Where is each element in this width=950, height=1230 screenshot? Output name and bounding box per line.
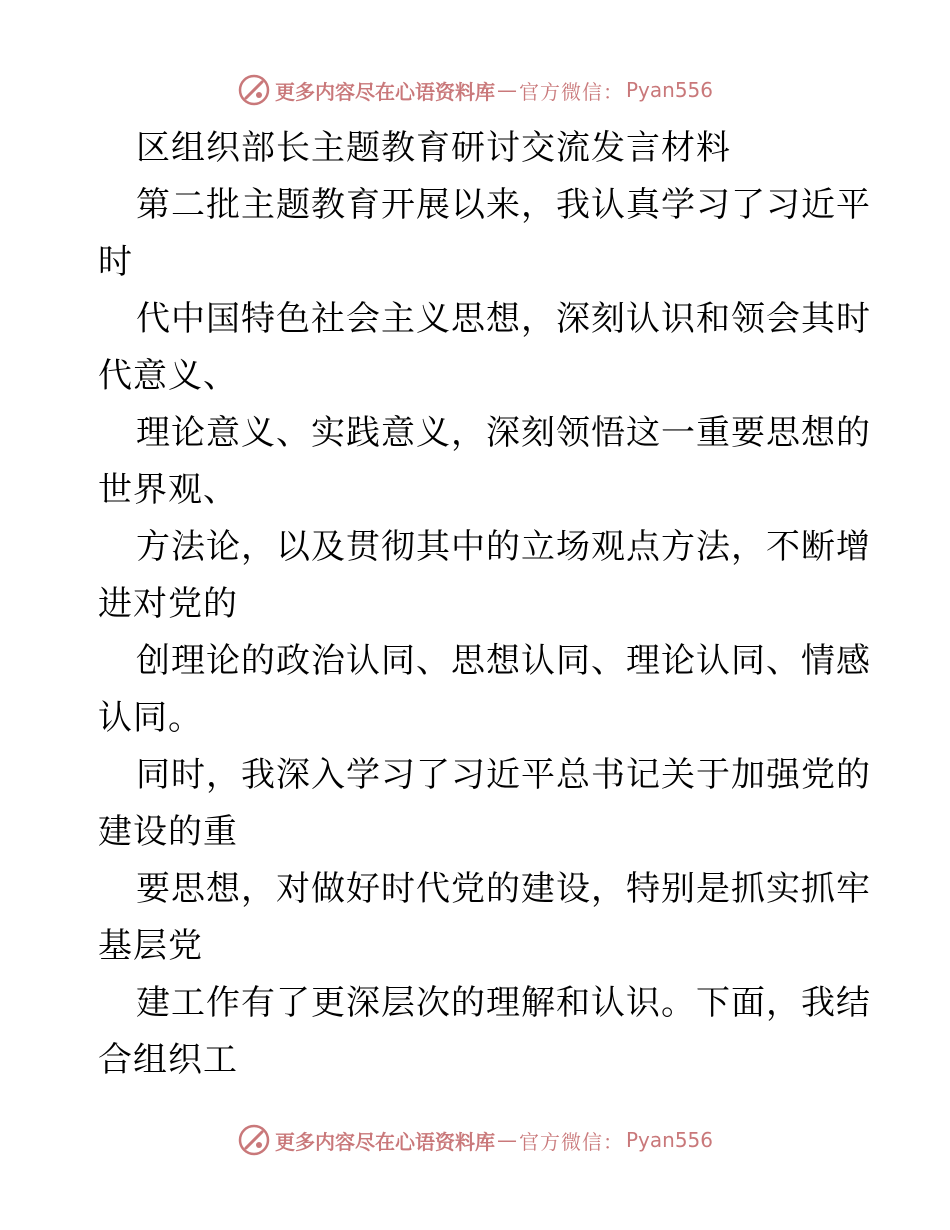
header-banner [0, 70, 950, 110]
banner-wechat-id: Pyan556 [625, 78, 713, 102]
paragraph-line: 世界观、 [98, 470, 238, 510]
paragraph-line: 认同。 [98, 698, 203, 738]
banner-official-label: 官方微信： [518, 1129, 624, 1154]
banner-dash: — [496, 78, 517, 102]
paragraph-line: 创理论的政治认同、思想认同、理论认同、情感 [136, 641, 871, 681]
paragraph-line: 建工作有了更深层次的理解和认识。下面，我结 [136, 983, 871, 1023]
paragraph-line: 要思想，对做好时代党的建设，特别是抓实抓牢 [136, 869, 871, 909]
paragraph-line: 第二批主题教育开展以来，我认真学习了习近平 [136, 185, 871, 225]
paragraph-line: 代意义、 [98, 356, 238, 396]
quill-pen-logo-icon [237, 73, 271, 107]
banner-brand-text: 更多内容尽在心语资料库 [274, 1129, 495, 1154]
paragraph-line: 建设的重 [98, 812, 238, 852]
banner-brand-text: 更多内容尽在心语资料库 [274, 79, 495, 104]
paragraph-line: 进对党的 [98, 584, 238, 624]
paragraph-line: 合组织工 [98, 1040, 238, 1080]
footer-banner [0, 1120, 950, 1160]
paragraph-line: 代中国特色社会主义思想，深刻认识和领会其时 [136, 299, 871, 339]
banner-wechat-id: Pyan556 [625, 1128, 713, 1152]
paragraph-line: 同时，我深入学习了习近平总书记关于加强党的 [136, 755, 871, 795]
paragraph-line: 方法论，以及贯彻其中的立场观点方法，不断增 [136, 527, 871, 567]
document-body [98, 120, 871, 1089]
document-title: 区组织部长主题教育研讨交流发言材料 [136, 128, 731, 168]
quill-pen-logo-icon [237, 1123, 271, 1157]
banner-dash: — [496, 1128, 517, 1152]
paragraph-line: 基层党 [98, 926, 203, 966]
paragraph-line: 理论意义、实践意义，深刻领悟这一重要思想的 [136, 413, 871, 453]
banner-official-label: 官方微信： [518, 79, 624, 104]
paragraph-line: 时 [98, 242, 133, 282]
